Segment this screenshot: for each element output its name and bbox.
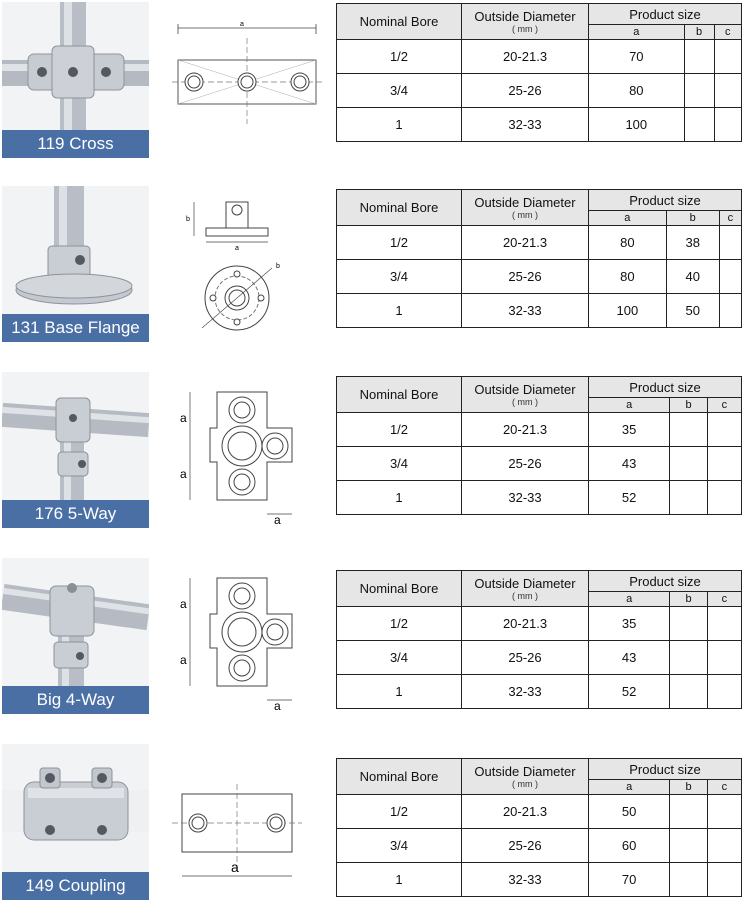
table-row — [337, 226, 742, 260]
header-a: a — [589, 211, 667, 226]
header-c: c — [719, 211, 741, 226]
header-nominal-bore: Nominal Bore — [337, 377, 462, 413]
cell-a: 52 — [589, 675, 670, 709]
table-row — [337, 675, 742, 709]
cell-b — [670, 863, 707, 897]
cell-a: 35 — [589, 607, 670, 641]
cell-b — [670, 641, 707, 675]
cell-od: 20-21.3 — [462, 40, 589, 74]
cell-a: 43 — [589, 641, 670, 675]
table-row — [337, 294, 742, 328]
cell-bore: 1/2 — [337, 40, 462, 74]
cell-a: 60 — [589, 829, 670, 863]
cell-bore: 3/4 — [337, 641, 462, 675]
technical-drawing — [172, 380, 322, 525]
product-photo — [2, 744, 149, 900]
header-outside-diameter: Outside Diameter ( mm ) — [462, 759, 589, 795]
cell-a: 43 — [589, 447, 670, 481]
header-product-size: Product size — [589, 571, 742, 592]
header-product-size: Product size — [589, 377, 742, 398]
cell-bore: 1/2 — [337, 795, 462, 829]
cell-c — [719, 226, 741, 260]
cell-a: 100 — [589, 108, 685, 142]
product-name: 176 5-Way — [2, 500, 149, 528]
cell-b: 40 — [666, 260, 719, 294]
table-row — [337, 863, 742, 897]
cell-b — [670, 481, 707, 515]
cell-od: 20-21.3 — [462, 226, 589, 260]
cell-c — [719, 260, 741, 294]
dimension-label-a3: a — [274, 513, 281, 525]
table-row — [337, 641, 742, 675]
cell-c — [714, 40, 741, 74]
cell-b — [670, 795, 707, 829]
cell-bore: 1 — [337, 481, 462, 515]
header-product-size: Product size — [589, 4, 742, 25]
cell-a: 80 — [589, 260, 667, 294]
dimension-label-a1: a — [180, 597, 187, 611]
product-photo — [2, 372, 149, 528]
cell-b — [684, 74, 714, 108]
header-outside-diameter: Outside Diameter ( mm ) — [462, 571, 589, 607]
table-row — [337, 108, 742, 142]
product-name: 131 Base Flange — [2, 314, 149, 342]
header-b: b — [670, 398, 707, 413]
cell-b — [670, 675, 707, 709]
product-photo — [2, 2, 149, 158]
cell-b: 38 — [666, 226, 719, 260]
cell-b — [670, 413, 707, 447]
dimension-label-a2: a — [180, 653, 187, 667]
product-photo — [2, 186, 149, 342]
cell-bore: 1 — [337, 108, 462, 142]
dimension-label: a — [240, 21, 244, 28]
dimension-label-a1: a — [180, 411, 187, 425]
cell-od: 20-21.3 — [462, 795, 589, 829]
header-c: c — [714, 25, 741, 40]
cell-bore: 1 — [337, 675, 462, 709]
header-a: a — [589, 592, 670, 607]
cell-c — [707, 413, 741, 447]
cell-c — [707, 447, 741, 481]
product-photo — [2, 558, 149, 714]
header-c: c — [707, 780, 741, 795]
cell-bore: 1/2 — [337, 413, 462, 447]
technical-drawing — [172, 188, 322, 338]
header-a: a — [589, 780, 670, 795]
table-row — [337, 795, 742, 829]
table-row — [337, 481, 742, 515]
cell-od: 25-26 — [462, 74, 589, 108]
cell-bore: 3/4 — [337, 447, 462, 481]
header-c: c — [707, 398, 741, 413]
header-a: a — [589, 25, 685, 40]
cell-od: 25-26 — [462, 641, 589, 675]
cell-a: 70 — [589, 40, 685, 74]
technical-drawing — [172, 566, 322, 711]
header-b: b — [670, 780, 707, 795]
cell-od: 32-33 — [462, 294, 589, 328]
spec-table — [336, 570, 742, 709]
cell-bore: 1/2 — [337, 226, 462, 260]
cell-od: 20-21.3 — [462, 413, 589, 447]
cell-bore: 1 — [337, 863, 462, 897]
header-a: a — [589, 398, 670, 413]
product-name: 149 Coupling — [2, 872, 149, 900]
technical-drawing — [172, 754, 322, 894]
cell-a: 100 — [589, 294, 667, 328]
cell-od: 32-33 — [462, 863, 589, 897]
table-row — [337, 447, 742, 481]
cell-a: 50 — [589, 795, 670, 829]
cell-od: 25-26 — [462, 447, 589, 481]
cell-b: 50 — [666, 294, 719, 328]
technical-drawing — [172, 20, 322, 130]
product-name: Big 4-Way — [2, 686, 149, 714]
dimension-label-b: b — [186, 216, 190, 223]
header-c: c — [707, 592, 741, 607]
header-nominal-bore: Nominal Bore — [337, 190, 462, 226]
cell-bore: 1/2 — [337, 607, 462, 641]
cell-b — [684, 108, 714, 142]
cell-od: 32-33 — [462, 481, 589, 515]
dimension-label-a2: a — [180, 467, 187, 481]
cell-c — [707, 863, 741, 897]
cell-a: 70 — [589, 863, 670, 897]
spec-table — [336, 376, 742, 515]
product-name: 119 Cross — [2, 130, 149, 158]
cell-od: 25-26 — [462, 829, 589, 863]
dimension-label-a: a — [231, 859, 239, 875]
spec-table — [336, 189, 742, 328]
cell-b — [684, 40, 714, 74]
table-row — [337, 74, 742, 108]
cell-a: 80 — [589, 74, 685, 108]
cell-b — [670, 447, 707, 481]
table-row — [337, 413, 742, 447]
cell-b — [670, 829, 707, 863]
cell-c — [707, 607, 741, 641]
cell-bore: 3/4 — [337, 829, 462, 863]
header-b: b — [666, 211, 719, 226]
dimension-label-a: a — [235, 245, 239, 252]
cell-c — [707, 641, 741, 675]
cell-od: 20-21.3 — [462, 607, 589, 641]
cell-c — [707, 795, 741, 829]
spec-table — [336, 3, 742, 142]
cell-c — [707, 675, 741, 709]
table-row — [337, 260, 742, 294]
cell-c — [719, 294, 741, 328]
header-b: b — [670, 592, 707, 607]
header-nominal-bore: Nominal Bore — [337, 759, 462, 795]
cell-b — [670, 607, 707, 641]
header-product-size: Product size — [589, 190, 742, 211]
cell-c — [714, 74, 741, 108]
cell-bore: 3/4 — [337, 260, 462, 294]
table-row — [337, 829, 742, 863]
header-b: b — [684, 25, 714, 40]
cell-a: 35 — [589, 413, 670, 447]
cell-od: 25-26 — [462, 260, 589, 294]
header-product-size: Product size — [589, 759, 742, 780]
dimension-label-b2: b — [276, 263, 280, 270]
spec-table — [336, 758, 742, 897]
table-row — [337, 40, 742, 74]
table-row — [337, 607, 742, 641]
cell-a: 80 — [589, 226, 667, 260]
cell-c — [707, 481, 741, 515]
cell-bore: 1 — [337, 294, 462, 328]
cell-a: 52 — [589, 481, 670, 515]
header-nominal-bore: Nominal Bore — [337, 571, 462, 607]
dimension-label-a3: a — [274, 699, 281, 711]
header-outside-diameter: Outside Diameter ( mm ) — [462, 190, 589, 226]
cell-od: 32-33 — [462, 675, 589, 709]
cell-c — [714, 108, 741, 142]
cell-c — [707, 829, 741, 863]
header-nominal-bore: Nominal Bore — [337, 4, 462, 40]
cell-bore: 3/4 — [337, 74, 462, 108]
cell-od: 32-33 — [462, 108, 589, 142]
header-outside-diameter: Outside Diameter ( mm ) — [462, 4, 589, 40]
header-outside-diameter: Outside Diameter ( mm ) — [462, 377, 589, 413]
